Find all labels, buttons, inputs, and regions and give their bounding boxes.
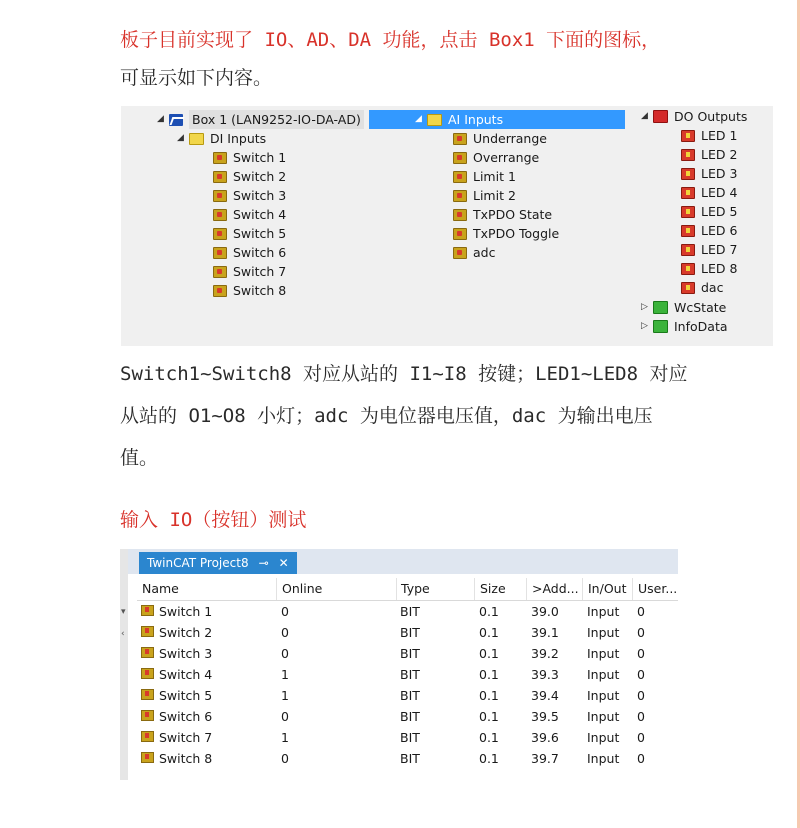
cell-inout: Input (587, 604, 620, 619)
tree-label: LED 2 (701, 147, 738, 162)
tree-label: Limit 1 (473, 169, 516, 184)
cell-type: BIT (400, 604, 420, 619)
tab-bar (128, 549, 678, 574)
tree-label: Switch 6 (233, 245, 287, 260)
tree-node-do-item[interactable] (681, 183, 737, 202)
tree-node-do-item[interactable] (681, 126, 737, 145)
tree-node-ai-item[interactable] (453, 243, 495, 262)
cell-name-text: Switch 8 (159, 751, 213, 766)
expand-icon[interactable]: ◢ (157, 114, 164, 124)
cell-size: 0.1 (479, 730, 499, 745)
tree-node-infodata[interactable] (641, 317, 728, 336)
tree-node-switch[interactable] (213, 186, 286, 205)
cell-user: 0 (637, 646, 645, 661)
tree-node-ai-item[interactable] (453, 186, 516, 205)
tree-label: AI Inputs (448, 112, 504, 127)
tree-node-wcstate[interactable] (641, 298, 726, 317)
tree-node-do-outputs[interactable] (641, 107, 747, 126)
cell-size: 0.1 (479, 625, 499, 640)
cell-type: BIT (400, 688, 420, 703)
description-line-1: Switch1~Switch8 对应从站的 I1~I8 按键；LED1~LED8 对应 (120, 363, 688, 385)
cell-user: 0 (637, 625, 645, 640)
tree-label: Switch 5 (233, 226, 287, 241)
cell-name-text: Switch 2 (159, 625, 213, 640)
cell-user: 0 (637, 751, 645, 766)
status-folder-icon (653, 320, 668, 333)
cell-inout: Input (587, 751, 620, 766)
cell-inout: Input (587, 646, 620, 661)
table-row[interactable] (137, 622, 678, 643)
cell-online: 1 (281, 688, 289, 703)
output-folder-icon (653, 110, 668, 123)
cell-name-text: Switch 3 (159, 646, 213, 661)
tree-label: dac (701, 280, 724, 295)
col-header-name[interactable]: Name (137, 578, 277, 600)
cell-online: 0 (281, 709, 289, 724)
cell-inout: Input (587, 688, 620, 703)
tree-label: Switch 8 (233, 283, 287, 298)
cell-name-text: Switch 5 (159, 688, 213, 703)
tree-node-switch[interactable] (213, 262, 286, 281)
input-variable-icon (141, 647, 154, 658)
collapse-icon[interactable]: ▷ (641, 321, 648, 331)
col-header-type[interactable]: Type (396, 578, 475, 600)
tree-label: Switch 4 (233, 207, 287, 222)
tree-node-do-item[interactable] (681, 278, 723, 297)
tree-label: Underrange (473, 131, 547, 146)
output-variable-icon (681, 244, 695, 256)
input-variable-icon (141, 710, 154, 721)
tree-label: Overrange (473, 150, 540, 165)
table-row[interactable] (137, 748, 678, 769)
cell-name-text: Switch 7 (159, 730, 213, 745)
cell-addr: 39.7 (531, 751, 559, 766)
table-row[interactable] (137, 664, 678, 685)
tree-node-do-item[interactable] (681, 164, 737, 183)
cell-online: 0 (281, 646, 289, 661)
cell-name (141, 748, 212, 769)
input-variable-icon (213, 266, 227, 278)
cell-type: BIT (400, 625, 420, 640)
col-header-user[interactable]: User... (638, 581, 678, 596)
tree-node-ai-item[interactable] (453, 167, 516, 186)
cell-size: 0.1 (479, 604, 499, 619)
table-row[interactable] (137, 685, 678, 706)
tree-node-do-item[interactable] (681, 145, 737, 164)
tree-label: Box 1 (LAN9252-IO-DA-AD) (189, 110, 364, 129)
rail-arrow-icon: ‹ (121, 629, 125, 639)
tree-label: adc (473, 245, 496, 260)
io-tree-panel (121, 106, 773, 346)
cell-addr: 39.2 (531, 646, 559, 661)
output-variable-icon (681, 225, 695, 237)
tree-label: LED 8 (701, 261, 738, 276)
input-folder-icon (189, 133, 204, 145)
output-variable-icon (681, 206, 695, 218)
collapse-icon[interactable]: ▷ (641, 302, 648, 312)
cell-online: 0 (281, 751, 289, 766)
input-variable-icon (453, 152, 467, 164)
cell-name (141, 622, 212, 643)
output-variable-icon (681, 130, 695, 142)
input-variable-icon (141, 752, 154, 763)
tree-node-ai-inputs[interactable] (369, 110, 625, 129)
cell-inout: Input (587, 625, 620, 640)
cell-type: BIT (400, 646, 420, 661)
cell-online: 0 (281, 604, 289, 619)
tree-node-switch[interactable] (213, 281, 286, 300)
cell-name (141, 664, 212, 685)
cell-addr: 39.6 (531, 730, 559, 745)
tree-label: Limit 2 (473, 188, 516, 203)
cell-inout: Input (587, 730, 620, 745)
cell-type: BIT (400, 730, 420, 745)
output-variable-icon (681, 263, 695, 275)
description-line-3: 值。 (120, 447, 159, 469)
rail-arrow-icon: ▾ (121, 607, 126, 617)
cell-size: 0.1 (479, 667, 499, 682)
expand-icon[interactable]: ◢ (177, 133, 184, 143)
input-variable-icon (213, 209, 227, 221)
status-folder-icon (653, 301, 668, 314)
cell-name (141, 706, 212, 727)
input-variable-icon (213, 171, 227, 183)
input-variable-icon (141, 668, 154, 679)
input-variable-icon (141, 605, 154, 616)
expand-icon[interactable]: ◢ (641, 111, 648, 121)
tree-node-ai-item[interactable] (453, 148, 539, 167)
tree-label: LED 3 (701, 166, 738, 181)
tree-node-box1[interactable] (157, 110, 364, 129)
input-variable-icon (453, 209, 467, 221)
input-variable-icon (213, 285, 227, 297)
tree-label: InfoData (674, 319, 728, 334)
cell-user: 0 (637, 688, 645, 703)
input-variable-icon (213, 152, 227, 164)
input-folder-icon (427, 114, 442, 126)
tree-node-do-item[interactable] (681, 259, 737, 278)
tree-node-switch[interactable] (213, 243, 286, 262)
section-title: 输入 IO（按钮）测试 (120, 509, 307, 531)
cell-addr: 39.5 (531, 709, 559, 724)
col-header-address[interactable]: >Add... (527, 578, 583, 600)
tree-label: LED 5 (701, 204, 738, 219)
cell-name (141, 601, 212, 622)
cell-user: 0 (637, 709, 645, 724)
cell-addr: 39.1 (531, 625, 559, 640)
cell-addr: 39.3 (531, 667, 559, 682)
tree-node-do-item[interactable] (681, 202, 737, 221)
tree-node-do-item[interactable] (681, 240, 737, 259)
output-variable-icon (681, 282, 695, 294)
tree-node-switch[interactable] (213, 205, 286, 224)
expand-icon[interactable]: ◢ (415, 114, 422, 124)
input-variable-icon (453, 228, 467, 240)
col-header-online[interactable]: Online (277, 578, 397, 600)
cell-size: 0.1 (479, 688, 499, 703)
tree-label: Switch 3 (233, 188, 287, 203)
input-variable-icon (213, 190, 227, 202)
cell-user: 0 (637, 604, 645, 619)
tree-label: LED 7 (701, 242, 738, 257)
tree-label: Switch 1 (233, 150, 287, 165)
cell-type: BIT (400, 667, 420, 682)
cell-user: 0 (637, 730, 645, 745)
table-row[interactable] (137, 643, 678, 664)
cell-inout: Input (587, 709, 620, 724)
tree-label: LED 1 (701, 128, 738, 143)
tree-label: Switch 2 (233, 169, 287, 184)
input-variable-icon (213, 228, 227, 240)
cell-name-text: Switch 6 (159, 709, 213, 724)
tree-label: DI Inputs (210, 131, 267, 146)
tree-label: Switch 7 (233, 264, 287, 279)
col-header-inout[interactable]: In/Out (583, 578, 633, 600)
cell-size: 0.1 (479, 751, 499, 766)
tree-node-switch[interactable] (213, 224, 286, 243)
box-device-icon (169, 114, 183, 126)
input-variable-icon (453, 133, 467, 145)
cell-addr: 39.4 (531, 688, 559, 703)
tab-label: TwinCAT Project8 (147, 556, 249, 570)
tree-node-switch[interactable] (213, 167, 286, 186)
tree-node-ai-item[interactable] (453, 224, 559, 243)
input-variable-icon (453, 190, 467, 202)
cell-size: 0.1 (479, 709, 499, 724)
col-header-size[interactable]: Size (475, 578, 527, 600)
input-variable-icon (453, 171, 467, 183)
tree-label: TxPDO Toggle (473, 226, 560, 241)
cell-name-text: Switch 1 (159, 604, 213, 619)
tree-label: LED 6 (701, 223, 738, 238)
description-line-2: 从站的 O1~O8 小灯；adc 为电位器电压值，dac 为输出电压 (120, 405, 653, 427)
cell-name-text: Switch 4 (159, 667, 213, 682)
tree-node-do-item[interactable] (681, 221, 737, 240)
pin-icon[interactable]: ⊸ (258, 556, 269, 570)
tree-label: WcState (674, 300, 727, 315)
side-rail (120, 549, 128, 780)
input-variable-icon (453, 247, 467, 259)
input-variable-icon (141, 689, 154, 700)
cell-inout: Input (587, 667, 620, 682)
table-row[interactable] (137, 706, 678, 727)
close-icon[interactable]: ✕ (278, 556, 289, 570)
cell-online: 1 (281, 667, 289, 682)
cell-user: 0 (637, 667, 645, 682)
cell-name (141, 727, 212, 748)
output-variable-icon (681, 168, 695, 180)
cell-type: BIT (400, 751, 420, 766)
input-variable-icon (141, 731, 154, 742)
tab-twincat-project8[interactable] (139, 552, 297, 574)
intro-line-2: 可显示如下内容。 (120, 67, 273, 89)
cell-type: BIT (400, 709, 420, 724)
cell-online: 1 (281, 730, 289, 745)
tree-node-di-inputs[interactable] (177, 129, 266, 148)
tree-node-switch[interactable] (213, 148, 286, 167)
table-row[interactable] (137, 601, 678, 622)
output-variable-icon (681, 149, 695, 161)
intro-line-1: 板子目前实现了 IO、AD、DA 功能，点击 Box1 下面的图标， (120, 29, 661, 51)
grid-header (137, 578, 678, 601)
tree-label: TxPDO State (473, 207, 553, 222)
tree-node-ai-item[interactable] (453, 205, 552, 224)
cell-addr: 39.0 (531, 604, 559, 619)
input-variable-icon (213, 247, 227, 259)
tree-node-ai-item[interactable] (453, 129, 547, 148)
tree-label: DO Outputs (674, 109, 748, 124)
twincat-window (120, 549, 678, 780)
cell-online: 0 (281, 625, 289, 640)
cell-name (141, 685, 212, 706)
cell-size: 0.1 (479, 646, 499, 661)
input-variable-icon (141, 626, 154, 637)
cell-name (141, 643, 212, 664)
output-variable-icon (681, 187, 695, 199)
table-row[interactable] (137, 727, 678, 748)
tree-label: LED 4 (701, 185, 738, 200)
